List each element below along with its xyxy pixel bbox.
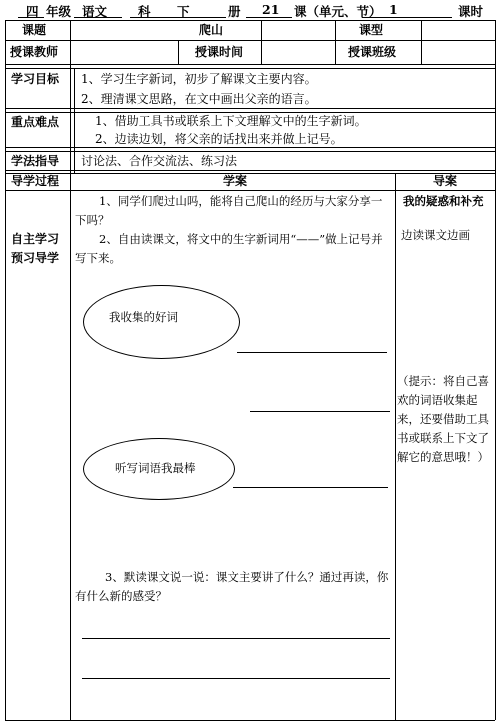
header-book-label: 科 (138, 4, 151, 19)
self-study-label-line1: 自主学习 (11, 232, 60, 246)
teacher-label: 授课教师 (10, 45, 59, 59)
step-1-text: 1、同学们爬过山吗，能将自己爬山的经历与大家分享一下吗？ (75, 194, 383, 227)
method-value: 讨论法、合作交流法、练习法 (81, 154, 238, 168)
answer-line[interactable] (233, 487, 388, 488)
process-label: 导学过程 (11, 174, 60, 188)
header-grade-label: 年级 (46, 4, 72, 19)
answer-line[interactable] (82, 638, 390, 639)
answer-line[interactable] (82, 678, 390, 679)
goals-label: 学习目标 (11, 72, 60, 86)
header-lesson-label: 课（单元、节） (294, 4, 382, 19)
lesson-header (10, 2, 490, 20)
key-point-2: 2、边读边划，将父亲的话找出来并做上记号。 (95, 132, 343, 146)
header-volume: 下 (177, 4, 190, 19)
topic-label: 课题 (22, 23, 47, 37)
header-grade: 四 (26, 4, 39, 19)
self-study-label-line2: 预习导学 (11, 251, 60, 265)
plan-column-label: 学案 (223, 174, 248, 188)
header-subject: 语文 (82, 4, 108, 19)
step-3-text: 3、默读课文说一说：课文主要讲了什么？通过再读，你有什么新的感受？ (75, 570, 389, 603)
guide-note: 边读课文边画 (401, 228, 470, 242)
answer-line[interactable] (237, 352, 387, 353)
header-period-no: 1 (389, 2, 398, 17)
collected-words-bubble-text: 我收集的好词 (109, 310, 178, 324)
topic-value: 爬山 (199, 23, 224, 37)
header-lesson-no: 21 (262, 2, 280, 17)
lesson-type-label: 课型 (359, 23, 384, 37)
guide-title: 我的疑惑和补充 (403, 194, 484, 208)
key-point-1: 1、借助工具书或联系上下文理解文中的生字新词。 (95, 114, 367, 128)
goal-item-2: 2、理清课文思路，在文中画出父亲的语言。 (81, 92, 317, 106)
header-period-label: 课时 (458, 4, 484, 19)
lesson-plan-table (5, 20, 495, 720)
key-points-label: 重点难点 (11, 115, 60, 129)
goal-item-1: 1、学习生字新词，初步了解课文主要内容。 (81, 72, 317, 86)
guide-column-label: 导案 (433, 174, 458, 188)
answer-line[interactable] (250, 411, 390, 412)
header-volume-label: 册 (228, 4, 241, 19)
time-label: 授课时间 (195, 45, 244, 59)
dictation-bubble-text: 听写词语我最棒 (115, 461, 196, 475)
step-2-text: 2、自由读课文，将文中的生字新词用“——”做上记号并写下来。 (75, 232, 383, 265)
guide-tip: （提示：将自己喜欢的词语收集起来，还要借助工具书或联系上下文了解它的意思哦！） (397, 374, 489, 464)
method-label: 学法指导 (11, 154, 60, 168)
class-label: 授课班级 (348, 45, 397, 59)
